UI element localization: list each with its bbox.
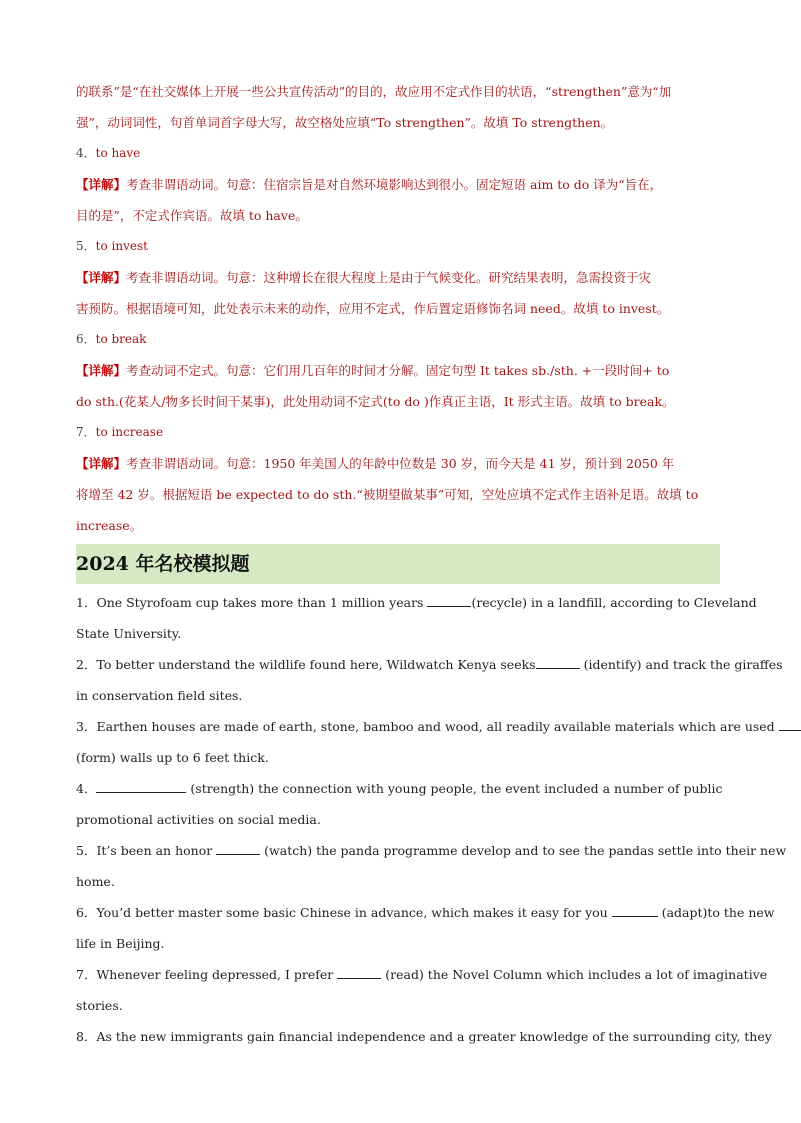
explanation-line: 将增至 42 岁。根据短语 be expected to do sth.“被期望做某事”可知，空处应填不定式作主语补足语。故填 to [76,487,699,502]
answer-blank[interactable] [427,595,471,607]
detail-tag: 【详解】 [76,456,127,471]
explanation-line: increase。 [76,518,143,533]
answer-item [76,138,720,169]
question-continuation: promotional activities on social media. [76,812,321,827]
answer-blank[interactable] [536,657,580,669]
question-continuation: in conservation field sites. [76,688,243,703]
detail-tag: 【详解】 [76,270,127,285]
answer-text: to break [95,332,147,346]
question-continuation: life in Beijing. [76,936,165,951]
answer-item [76,231,720,262]
section-heading: 2024 年名校模拟题 [76,544,720,584]
question-item: 7．Whenever feeling depressed, I prefer (read) the Novel Column which includes a lot of imaginative [76,967,768,982]
explanation-line: 目的是”，不定式作宾语。故填 to have。 [76,208,308,223]
answer-blank[interactable] [96,781,186,793]
answer-text: to increase [95,425,164,439]
answer-blank[interactable] [779,719,801,731]
question-continuation: (form) walls up to 6 feet thick. [76,750,269,765]
answer-blank[interactable] [216,843,260,855]
question-item: 6．You’d better master some basic Chinese in advance, which makes it easy for you (adapt)to the new [76,905,775,920]
question-item: 4． (strength) the connection with young people, the event included a number of public [76,781,723,796]
answer-number: 7． [76,425,96,439]
explanation-line: 害预防。根据语境可知，此处表示未来的动作，应用不定式，作后置定语修饰名词 need。故填 to invest。 [76,301,670,316]
answer-text: to invest [95,239,148,253]
question-continuation: stories. [76,998,123,1013]
answer-number: 6． [76,332,96,346]
question-item: 1．One Styrofoam cup takes more than 1 million years (recycle) in a landfill, according to Cleveland [76,595,757,610]
answer-item [76,324,720,355]
explanation-line: do sth.(花某人/物多长时间干某事)，此处用动词不定式(to do )作真正主语，It 形式主语。故填 to break。 [76,394,675,409]
question-continuation: home. [76,874,115,889]
question-item: 8．As the new immigrants gain financial independence and a greater knowledge of the surrounding city, they [76,1029,772,1044]
answer-item [76,417,720,448]
explanation-line: 强”，动词词性，句首单词首字母大写，故空格处应填“To strengthen”。故填 To strengthen。 [76,115,614,130]
detail-tag: 【详解】 [76,363,127,378]
answer-blank[interactable] [612,905,658,917]
answer-text: to have [95,146,141,160]
answer-blank[interactable] [337,967,381,979]
question-item: 3．Earthen houses are made of earth, stone, bamboo and wood, all readily available materials which are used [76,711,720,742]
detail-tag: 【详解】 [76,177,127,192]
question-continuation: State University. [76,626,182,641]
explanation-line: 【详解】考查非谓语动词。句意：住宿宗旨是对自然环境影响达到很小。固定短语 aim to do 译为“旨在， [76,177,663,192]
explanation-line: 【详解】考查动词不定式。句意：它们用几百年的时间才分解。固定句型 It takes sb./sth. +一段时间+ to [76,363,670,378]
question-item: 5．It’s been an honor (watch) the panda programme develop and to see the pandas settle into their new [76,843,787,858]
document-page [76,76,787,1052]
explanation-line: 【详解】考查非谓语动词。句意：1950 年美国人的年龄中位数是 30 岁，而今天是 41 岁，预计到 2050 年 [76,456,675,471]
answer-number: 5． [76,239,96,253]
explanation-line: 【详解】考查非谓语动词。句意：这种增长在很大程度上是由于气候变化。研究结果表明，急需投资于灾 [76,270,652,285]
explanation-line: 的联系”是“在社交媒体上开展一些公共宣传活动”的目的，故应用不定式作目的状语，“strengthen”意为“加 [76,84,672,99]
answer-number: 4． [76,146,96,160]
question-item: 2．To better understand the wildlife found here, Wildwatch Kenya seeks (identify) and track the giraffes [76,657,783,672]
